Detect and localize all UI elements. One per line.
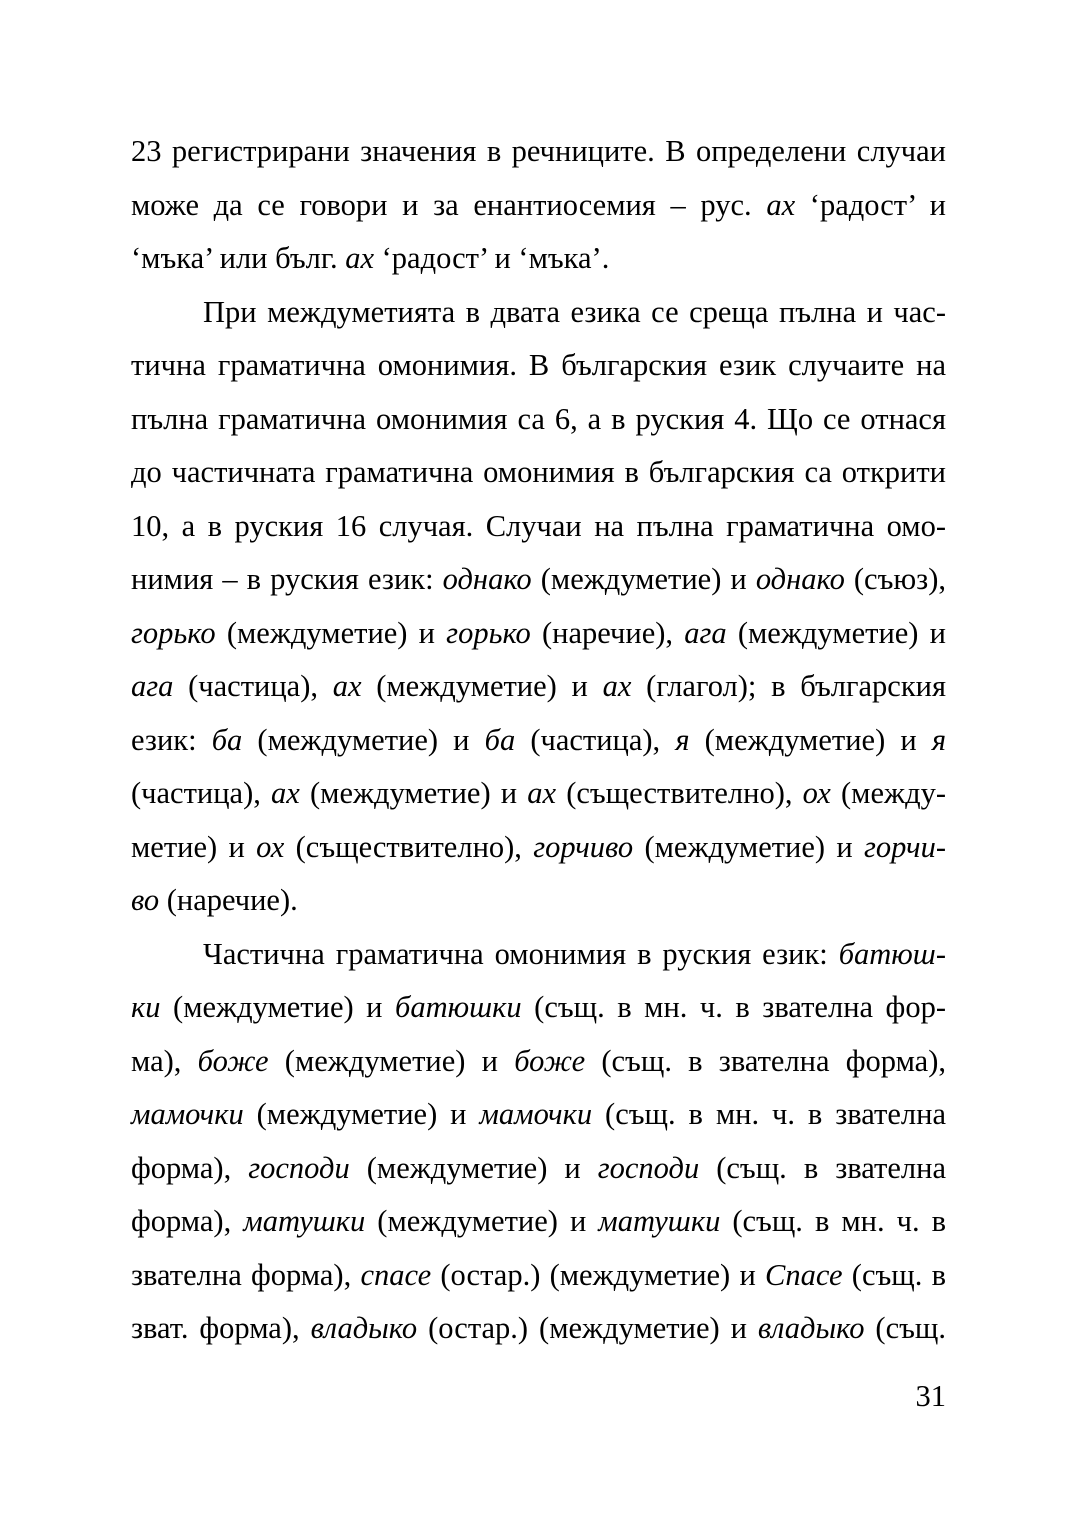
italic-term: боже xyxy=(514,1043,586,1078)
text-run: (между- xyxy=(830,776,946,810)
text-run: 10, а в руския 16 случая. Случаи на пълна граматична омо- xyxy=(131,508,946,543)
italic-term: ах xyxy=(527,776,557,810)
text-run: (наречие), xyxy=(530,615,685,650)
italic-term: ба xyxy=(484,722,516,757)
text-run: (междуметие) и xyxy=(268,1043,515,1078)
italic-term: ага xyxy=(131,669,174,703)
text-line xyxy=(131,1249,946,1303)
italic-term: однако xyxy=(755,562,845,596)
italic-term: я xyxy=(931,722,946,757)
text-run: тична граматична омонимия. В българския език случаите на xyxy=(131,348,946,382)
text-run: (същ. в мн. ч. в звателна xyxy=(592,1097,946,1131)
text-run: (същ. в звателна форма), xyxy=(585,1043,946,1078)
text-line xyxy=(131,179,946,233)
italic-term: ах xyxy=(345,241,374,275)
text-run: (същ. в мн. ч. в xyxy=(720,1204,946,1238)
text-line xyxy=(131,446,946,500)
text-run: ма), xyxy=(131,1043,198,1078)
text-line xyxy=(131,821,946,875)
body-text xyxy=(131,125,946,1356)
text-run: ‘мъка’ или бълг. xyxy=(131,241,346,275)
italic-term: я xyxy=(675,722,690,757)
text-run: (същ. в xyxy=(842,1257,946,1292)
text-line xyxy=(131,1088,946,1142)
text-run: (частица), xyxy=(131,776,272,810)
text-line xyxy=(131,286,946,340)
text-line xyxy=(131,874,946,928)
text-run: нимия – в руския език: xyxy=(131,562,443,596)
italic-term: ба xyxy=(211,722,243,757)
italic-term: ага xyxy=(684,615,727,650)
text-run: При междуметията в двата езика се среща пълна и час- xyxy=(203,294,946,329)
italic-term: горько xyxy=(131,615,216,650)
text-run: (междуметие) и xyxy=(243,1097,480,1131)
text-run: (междуметие) и xyxy=(726,615,946,650)
paragraph xyxy=(131,125,946,286)
italic-term: батюш- xyxy=(838,936,946,971)
text-run: (съществително), xyxy=(284,829,534,864)
text-run: (междуметие) и xyxy=(689,722,932,757)
text-line xyxy=(131,1195,946,1249)
text-run: пълна граматична омонимия са 6, а в руския 4. Що се отнася xyxy=(131,401,946,436)
text-run: език: xyxy=(131,722,212,757)
text-line xyxy=(131,232,946,286)
text-line xyxy=(131,607,946,661)
text-run: (същ. в мн. ч. в звателна фор- xyxy=(521,990,946,1024)
text-run: (частица), xyxy=(173,669,333,703)
text-run: (същ. xyxy=(864,1311,947,1345)
italic-term: господи xyxy=(597,1150,700,1185)
italic-term: владыко xyxy=(310,1311,418,1345)
text-run: (същ. в звателна xyxy=(699,1150,946,1185)
text-run: зват. форма), xyxy=(131,1311,311,1345)
italic-term: владыко xyxy=(757,1311,865,1345)
text-line xyxy=(131,1142,946,1196)
text-run: (наречие). xyxy=(159,883,298,917)
text-run: 23 регистрирани значения в речниците. В определени случаи xyxy=(131,134,946,168)
italic-term: мамочки xyxy=(479,1097,593,1131)
text-line xyxy=(131,553,946,607)
italic-term: ох xyxy=(256,829,285,864)
text-run: (съществително), xyxy=(556,776,803,810)
text-line xyxy=(131,660,946,714)
text-run: (съюз), xyxy=(844,562,946,596)
italic-term: горчи- xyxy=(864,829,946,864)
text-run: (междуметие) и xyxy=(365,1204,599,1238)
italic-term: Спасе xyxy=(765,1257,843,1292)
text-run: (междуметие) и xyxy=(349,1150,598,1185)
italic-term: боже xyxy=(197,1043,269,1078)
text-run: (междуметие) и xyxy=(242,722,485,757)
text-line xyxy=(131,1302,946,1356)
text-run: (междуметие) и xyxy=(299,776,528,810)
italic-term: во xyxy=(131,883,160,917)
italic-term: матушки xyxy=(598,1204,721,1238)
paragraph xyxy=(131,928,946,1356)
italic-term: господи xyxy=(248,1150,350,1185)
italic-term: ах xyxy=(766,187,796,222)
italic-term: ах xyxy=(332,669,362,703)
text-run: (междуметие) и xyxy=(160,990,395,1024)
italic-term: мамочки xyxy=(131,1097,244,1131)
text-line xyxy=(131,1035,946,1089)
italic-term: ох xyxy=(802,776,831,810)
italic-term: ки xyxy=(131,990,161,1024)
text-run: (остар.) (междуметие) и xyxy=(417,1311,758,1345)
text-line xyxy=(131,714,946,768)
italic-term: однако xyxy=(442,562,532,596)
text-run: (междуметие) и xyxy=(531,562,756,596)
italic-term: батюшки xyxy=(395,990,522,1024)
text-run: метие) и xyxy=(131,829,257,864)
text-run: Частична граматична омонимия в руския език: xyxy=(203,936,839,971)
italic-term: горчиво xyxy=(533,829,634,864)
text-run: (междуметие) и xyxy=(633,829,865,864)
text-run: (междуметие) и xyxy=(361,669,603,703)
italic-term: спасе xyxy=(360,1257,432,1292)
text-run: (остар.) (междуметие) и xyxy=(431,1257,766,1292)
text-line xyxy=(131,981,946,1035)
text-run: (частица), xyxy=(515,722,676,757)
text-run: до частичната граматична омонимия в българския са открити xyxy=(131,455,946,489)
italic-term: матушки xyxy=(243,1204,366,1238)
italic-term: ах xyxy=(602,669,632,703)
text-line xyxy=(131,393,946,447)
text-line xyxy=(131,928,946,982)
text-line xyxy=(131,767,946,821)
text-run: звателна форма), xyxy=(131,1257,361,1292)
text-run: ‘радост’ и ‘мъка’. xyxy=(374,241,610,275)
text-run: форма), xyxy=(131,1204,244,1238)
text-run: (междуметие) и xyxy=(215,615,447,650)
text-run: форма), xyxy=(131,1150,249,1185)
text-run: (глагол); в българския xyxy=(631,669,946,703)
page-number: 31 xyxy=(915,1379,946,1413)
text-run: ‘радост’ и xyxy=(795,187,946,222)
italic-term: горько xyxy=(446,615,531,650)
paragraph xyxy=(131,286,946,928)
text-line xyxy=(131,339,946,393)
text-line xyxy=(131,125,946,179)
text-line xyxy=(131,500,946,554)
text-run: може да се говори и за енантиосемия – рус. xyxy=(131,187,767,222)
italic-term: ах xyxy=(271,776,300,810)
